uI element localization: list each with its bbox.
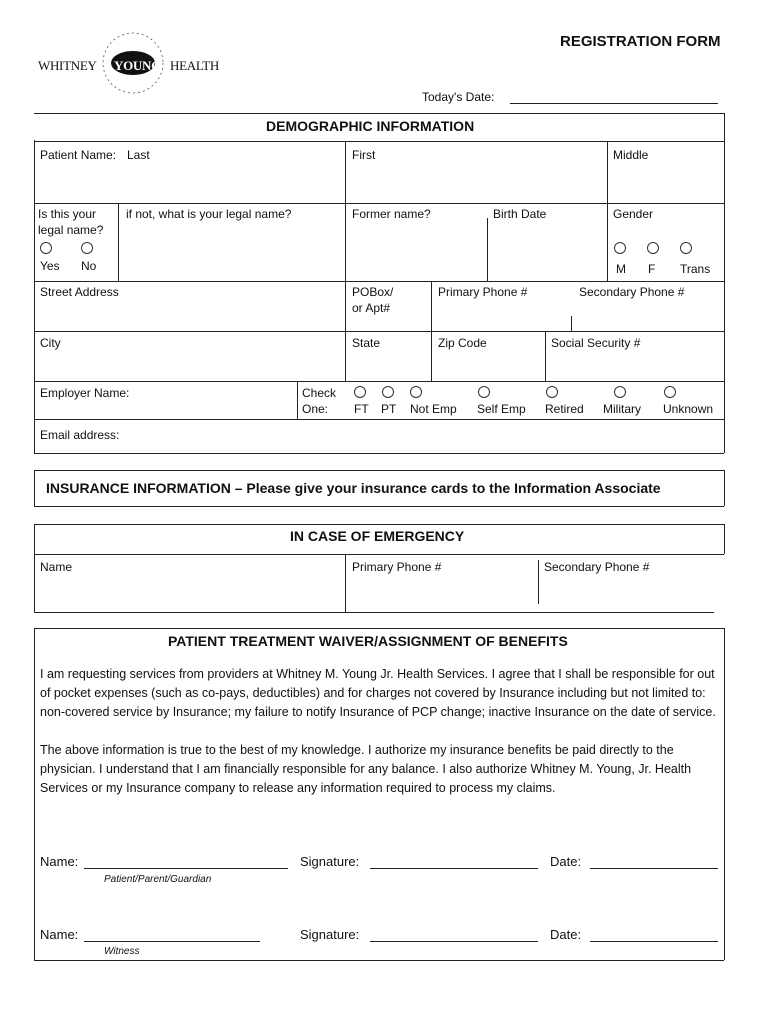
emergency-primary-phone-field[interactable] [348,576,534,608]
check-one-label-1: Check [302,386,337,400]
emp-self-label: Self Emp [477,402,526,416]
city-field[interactable] [36,352,342,378]
patient-name-label: Patient Name: [40,148,117,162]
city-label: City [40,336,61,350]
witness-date-field[interactable] [590,941,718,942]
ssn-label: Social Security # [551,336,641,350]
emp-pt-label: PT [381,402,397,416]
check-one-label-2: One: [302,402,329,416]
gender-f-radio[interactable] [647,242,659,254]
witness-signature-label: Signature: [300,927,360,942]
state-label: State [352,336,381,350]
demographic-heading: DEMOGRAPHIC INFORMATION [266,118,475,134]
emergency-heading: IN CASE OF EMERGENCY [290,528,465,544]
waiver-paragraph-2: The above information is true to the best of my knowledge. I authorize my insurance benefits be paid directly to the physician. I understand that I am financially responsible for any balance. I also authorize Whitney M. Young, Jr. Health Services or my Insurance company to release any information required to process my claims. [40,743,692,795]
patient-date-field[interactable] [590,868,718,869]
witness-name-field[interactable] [84,941,260,942]
emergency-primary-phone-label: Primary Phone # [352,560,442,574]
former-name-field[interactable] [348,222,484,278]
pobox-label-2: or Apt# [352,301,391,315]
gender-trans-radio[interactable] [680,242,692,254]
ssn-field[interactable] [548,352,722,378]
email-label: Email address: [40,428,120,442]
emp-self-radio[interactable] [478,386,490,398]
birth-date-field[interactable] [490,222,604,278]
street-address-label: Street Address [40,285,119,299]
emp-military-label: Military [603,402,641,416]
todays-date-label: Today's Date: [422,90,495,104]
emergency-name-label: Name [40,560,73,574]
logo-left-text: WHITNEY [38,58,97,73]
first-name-label: First [352,148,376,162]
legal-yes-label: Yes [40,259,60,273]
patient-date-label: Date: [550,854,582,869]
emp-ft-label: FT [354,402,369,416]
gender-trans-label: Trans [680,262,711,276]
emp-military-radio[interactable] [614,386,626,398]
form-title: REGISTRATION FORM [560,33,721,50]
employer-name-label: Employer Name: [40,386,130,400]
logo [36,28,219,98]
patient-name-sig-label: Name: [40,854,79,869]
is-legal-name-label-2: legal name? [38,223,104,237]
middle-name-field[interactable] [610,162,722,200]
witness-caption: Witness [104,946,140,957]
insurance-heading: INSURANCE INFORMATION – Please give your insurance cards to the Information Associate [46,480,661,496]
legal-name-field[interactable] [121,222,343,278]
emp-not-label: Not Emp [410,402,457,416]
emergency-secondary-phone-field[interactable] [541,576,717,608]
witness-signature-field[interactable] [370,941,538,942]
emp-ft-radio[interactable] [354,386,366,398]
witness-name-label: Name: [40,927,79,942]
waiver-paragraph-1: I am requesting services from providers at Whitney M. Young Jr. Health Services. I agree that I shall be responsible for out of pocket expenses (such as co-pays, deductibles) and for charges not covered by Insurance including but not limited to: non-covered service by Insurance; my failure to notify Insurance of PCP change; inactive Insurance on the date of service. [40,667,716,719]
last-name-field[interactable] [36,162,342,200]
state-field[interactable] [348,352,428,378]
emp-pt-radio[interactable] [382,386,394,398]
street-address-field[interactable] [36,300,342,328]
pobox-field[interactable] [396,300,428,328]
gender-m-label: M [616,262,626,276]
logo-right-text: HEALTH [170,58,219,73]
zip-code-field[interactable] [434,352,542,378]
patient-caption: Patient/Parent/Guardian [104,874,212,885]
patient-signature-label: Signature: [300,854,360,869]
secondary-phone-field[interactable] [574,300,722,328]
todays-date-field[interactable] [510,103,718,104]
last-name-label: Last [127,148,150,162]
zip-code-label: Zip Code [438,336,487,350]
emp-unknown-radio[interactable] [664,386,676,398]
birth-date-label: Birth Date [493,207,547,221]
legal-no-radio[interactable] [81,242,93,254]
emergency-name-field[interactable] [36,576,342,608]
employer-name-field[interactable] [36,400,294,416]
emergency-secondary-phone-label: Secondary Phone # [544,560,650,574]
gender-m-radio[interactable] [614,242,626,254]
patient-name-sig-field[interactable] [84,868,288,869]
secondary-phone-label: Secondary Phone # [579,285,685,299]
primary-phone-field[interactable] [434,300,568,328]
patient-signature-field[interactable] [370,868,538,869]
emp-not-radio[interactable] [410,386,422,398]
legal-no-label: No [81,259,97,273]
pobox-label-1: POBox/ [352,285,394,299]
primary-phone-label: Primary Phone # [438,285,528,299]
is-legal-name-label-1: Is this your [38,207,97,221]
emp-retired-radio[interactable] [546,386,558,398]
first-name-field[interactable] [348,162,604,200]
former-name-label: Former name? [352,207,431,221]
witness-date-label: Date: [550,927,582,942]
waiver-body [40,665,722,817]
legal-name-if-not-label: if not, what is your legal name? [126,207,292,221]
gender-label: Gender [613,207,654,221]
legal-yes-radio[interactable] [40,242,52,254]
waiver-heading: PATIENT TREATMENT WAIVER/ASSIGNMENT OF BENEFITS [168,633,568,649]
emp-unknown-label: Unknown [663,402,714,416]
gender-f-label: F [648,262,656,276]
logo-center-text: YOUNG [114,58,161,73]
emp-retired-label: Retired [545,402,584,416]
middle-name-label: Middle [613,148,649,162]
email-field[interactable] [128,424,722,450]
